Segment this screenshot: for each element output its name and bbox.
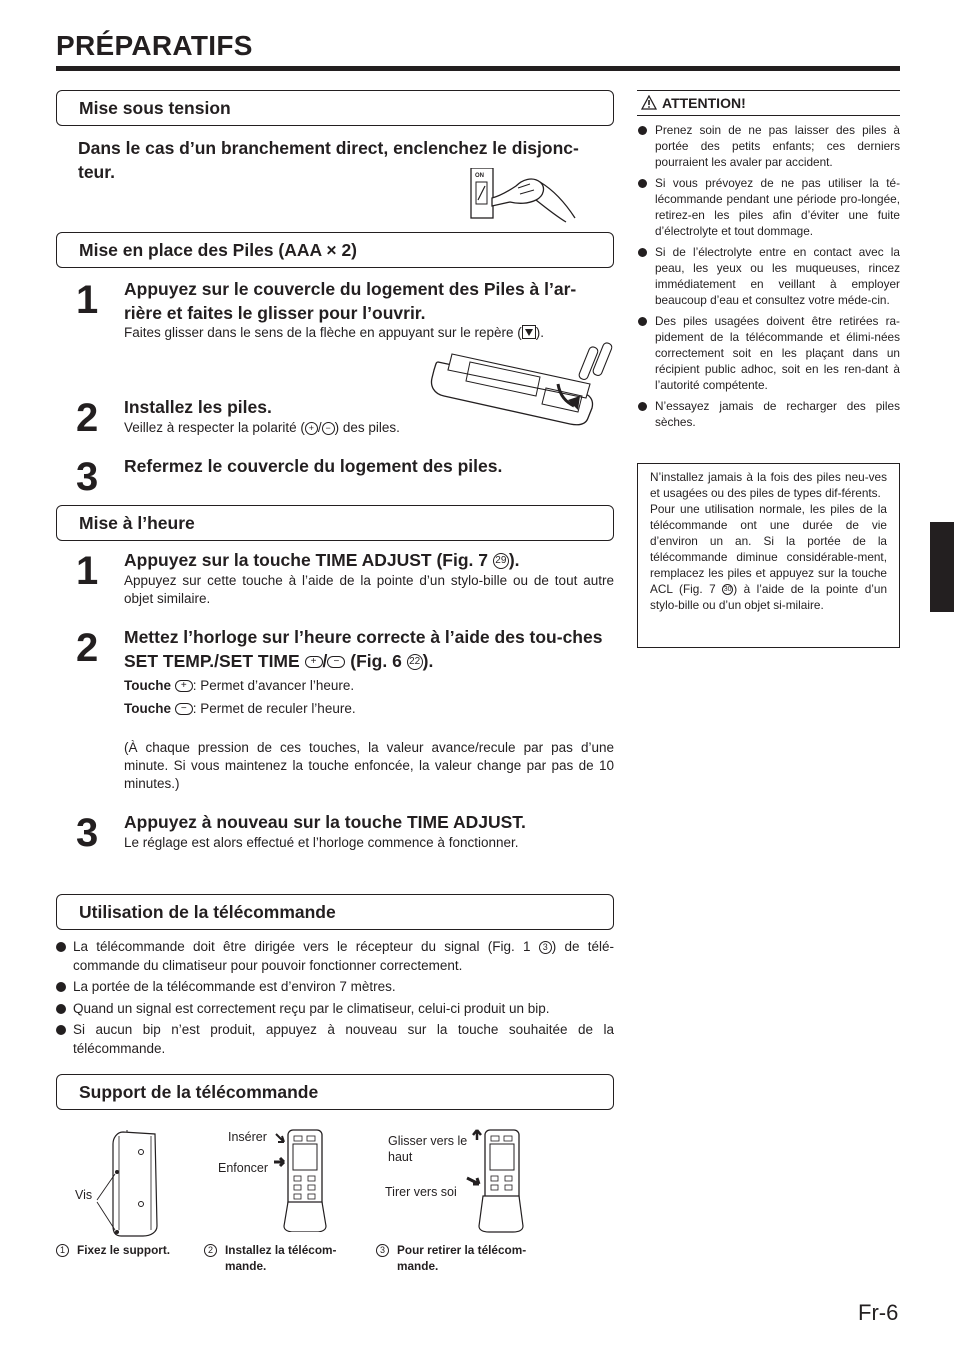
note-paragraph-1: N’installez jamais à la fois des piles neu-ves et usagées ou des piles de types dif-férents. (650, 470, 887, 500)
hand-icon (492, 179, 543, 206)
time-step-2-minus-line (124, 700, 614, 718)
attention-header (637, 90, 900, 116)
battery-step-1-number: 1 (76, 278, 99, 322)
section-power-box (56, 90, 614, 126)
switch-on-label: ON (475, 173, 484, 179)
page-number: Fr-6 (858, 1300, 899, 1325)
label-enfoncer: Enfoncer (218, 1161, 269, 1175)
label-tirer: Tirer vers soi (385, 1185, 457, 1199)
time-step-1-number: 1 (76, 549, 99, 593)
section-usage-title: Utilisation de la télécommande (79, 902, 336, 922)
time-step-2-plus-desc: : Permet d’avancer l’heure. (192, 678, 355, 693)
list-item: Si de l’électrolyte entre en contact avec la peau, les yeux ou les muqueuses, rincez immédiatement en veillant à employer beaucoup d’eau et consultez votre méde-cin. (637, 244, 900, 308)
caption-2-number: 2 (204, 1244, 217, 1257)
caption-1-number: 1 (56, 1244, 69, 1257)
time-step-2-heading-pre: Mettez l’horloge sur l’heure correcte à l’aide des tou-ches SET TEMP./SET TIME (124, 627, 603, 671)
section-holder-title: Support de la télécommande (79, 1082, 319, 1102)
breaker-switch-illustration (470, 168, 580, 224)
battery-step-2-number: 2 (76, 396, 99, 440)
list-item: Si vous prévoyez de ne pas utiliser la té-lécommande pendant une période pro-longée, retirez-en les piles afin d’éviter une fuite d’électrolyte et tout dommage. (637, 175, 900, 239)
arrow-mark-icon (522, 325, 536, 339)
ref-number-3: 3 (539, 941, 552, 954)
time-step-2-heading-post: ). (422, 651, 434, 671)
note-paragraph-2-pre: Pour une utilisation normale, les piles de la télécommande ont une durée de vie d’environ un an. Si la portée de la télécommande diminue considérable-ment, remplacez les piles et appuyez sur la touche ACL (Fig. 7 (650, 502, 887, 596)
minus-button-icon: − (327, 656, 345, 668)
insert-arrow-icon (276, 1134, 284, 1142)
side-thumb-tab (930, 522, 954, 612)
plus-button-icon: + (305, 656, 323, 668)
attention-title: ATTENTION! (662, 95, 746, 111)
caption-3 (376, 1242, 546, 1274)
battery-step-2-text-pre: Veillez à respecter la polarité ( (124, 420, 305, 435)
time-step-1-heading (124, 548, 614, 572)
minus-button-icon: − (175, 703, 193, 715)
power-instruction: Dans le cas d’un branchement direct, enclenchez le disjonc-teur. (78, 138, 579, 182)
time-step-2-heading (124, 625, 614, 673)
time-step-2-heading-slash: / (322, 651, 328, 671)
caption-2 (204, 1242, 354, 1274)
minus-polarity-icon: − (322, 422, 335, 435)
usage-item-1-pre: La télécommande doit être dirigée vers le récepteur du signal (Fig. 1 (73, 939, 539, 954)
caption-3-number: 3 (376, 1244, 389, 1257)
usage-list (56, 938, 614, 1061)
push-arrow-icon (274, 1158, 284, 1166)
list-item (56, 938, 614, 975)
title-rule (56, 66, 900, 71)
battery-step-2-heading: Installez les piles. (124, 397, 272, 417)
section-power-title: Mise sous tension (79, 98, 231, 118)
battery-step-3-heading: Refermez le couvercle du logement des piles. (124, 456, 503, 476)
remove-remote-illustration (465, 1126, 531, 1236)
note-paragraph-2 (650, 501, 887, 613)
time-step-2-minus-desc: : Permet de reculer l’heure. (192, 701, 356, 716)
section-batteries-title: Mise en place des Piles (AAA × 2) (79, 240, 358, 260)
section-holder-box (56, 1074, 614, 1110)
attention-list (637, 122, 900, 435)
warning-triangle-icon (641, 95, 657, 110)
slide-up-arrow-icon (473, 1130, 481, 1140)
list-item: Prenez soin de ne pas laisser des piles à portée des petits enfants; ces derniers pourraient les avaler par accident. (637, 122, 900, 170)
list-item: N’essayez jamais de recharger des piles sèches. (637, 398, 900, 430)
time-step-1-text: Appuyez sur cette touche à l’aide de la pointe d’un stylo-bille ou de tout autre objet similaire. (124, 573, 614, 606)
ref-number-30: 30 (723, 586, 732, 594)
time-step-2-heading-mid: (Fig. 6 (345, 651, 407, 671)
touche-label: Touche (124, 678, 171, 693)
note-paragraph-2-post: ) à l’aide de la pointe d’un stylo-bille ou d’un objet si-milaire. (650, 582, 888, 612)
battery-note-box (637, 463, 900, 648)
time-step-3-text: Le réglage est alors effectué et l’horloge commence à fonctionner. (124, 835, 519, 850)
label-inserer: Insérer (228, 1130, 267, 1144)
ref-number-29: 29 (493, 553, 509, 569)
battery-step-1-heading: Appuyez sur le couvercle du logement des Piles à l’ar-rière et faites le glisser pour l’ouvrir. (124, 279, 577, 323)
caption-1 (56, 1242, 196, 1258)
usage-item-1-post: ) de télé-commande du climatiseur pour pouvoir fonctionner correctement. (73, 939, 615, 973)
plus-button-icon: + (175, 680, 193, 692)
battery-step-1-text-pre: Faites glisser dans le sens de la flèche en appuyant sur le repère ( (124, 325, 522, 340)
page-title: PRÉPARATIFS (56, 30, 253, 61)
holder-bracket-illustration (95, 1130, 165, 1240)
section-usage-box (56, 894, 614, 930)
plus-polarity-icon: + (305, 422, 318, 435)
time-step-1-heading-pre: Appuyez sur la touche TIME ADJUST (Fig. 7 (124, 550, 493, 570)
label-vis: Vis (75, 1188, 93, 1202)
list-item: La portée de la télécommande est d’environ 7 mètres. (56, 978, 614, 997)
ref-number-22: 22 (407, 654, 423, 670)
time-step-2-number: 2 (76, 626, 99, 670)
battery-step-2-text: Veillez à respecter la polarité ( + / − ) des piles. (124, 420, 400, 435)
battery-step-1-text-post: ). (535, 325, 544, 340)
list-item: Des piles usagées doivent être retirées ra-pidement de la télécommande et élimi-nées correctement soit en les plaçant dans un récipient public adhoc, soit en les ren-dant à l’autorité compétente. (637, 313, 900, 393)
section-batteries-box (56, 232, 614, 268)
list-item: Si aucun bip n’est produit, appuyez à nouveau sur la touche souhaitée de la télécommande. (56, 1021, 614, 1058)
time-step-2-note: (À chaque pression de ces touches, la valeur avance/recule par pas d’une minute. Si vous maintenez la touche enfoncée, la valeur change par pas de 10 minutes.) (124, 740, 614, 791)
time-step-1-heading-post: ). (508, 550, 520, 570)
label-glisser: Glisser vers le haut (388, 1134, 468, 1164)
section-time-title: Mise à l’heure (79, 513, 195, 533)
caption-1-text: Fixez le support. (77, 1243, 171, 1257)
caption-3-text: Pour retirer la télécom-mande. (397, 1243, 527, 1273)
insert-remote-illustration (272, 1128, 338, 1232)
touche-label: Touche (124, 701, 171, 716)
time-step-3-heading: Appuyez à nouveau sur la touche TIME ADJUST. (124, 812, 526, 832)
caption-2-text: Installez la télécom-mande. (225, 1243, 337, 1273)
list-item: Quand un signal est correctement reçu par le climatiseur, celui-ci produit un bip. (56, 1000, 614, 1019)
battery-step-3-number: 3 (76, 455, 99, 499)
section-time-box (56, 505, 614, 541)
time-step-2-plus-line (124, 677, 614, 695)
time-step-3-number: 3 (76, 811, 99, 855)
battery-step-2-text-post: ) des piles. (334, 420, 400, 435)
pull-arrow-icon (467, 1178, 479, 1184)
